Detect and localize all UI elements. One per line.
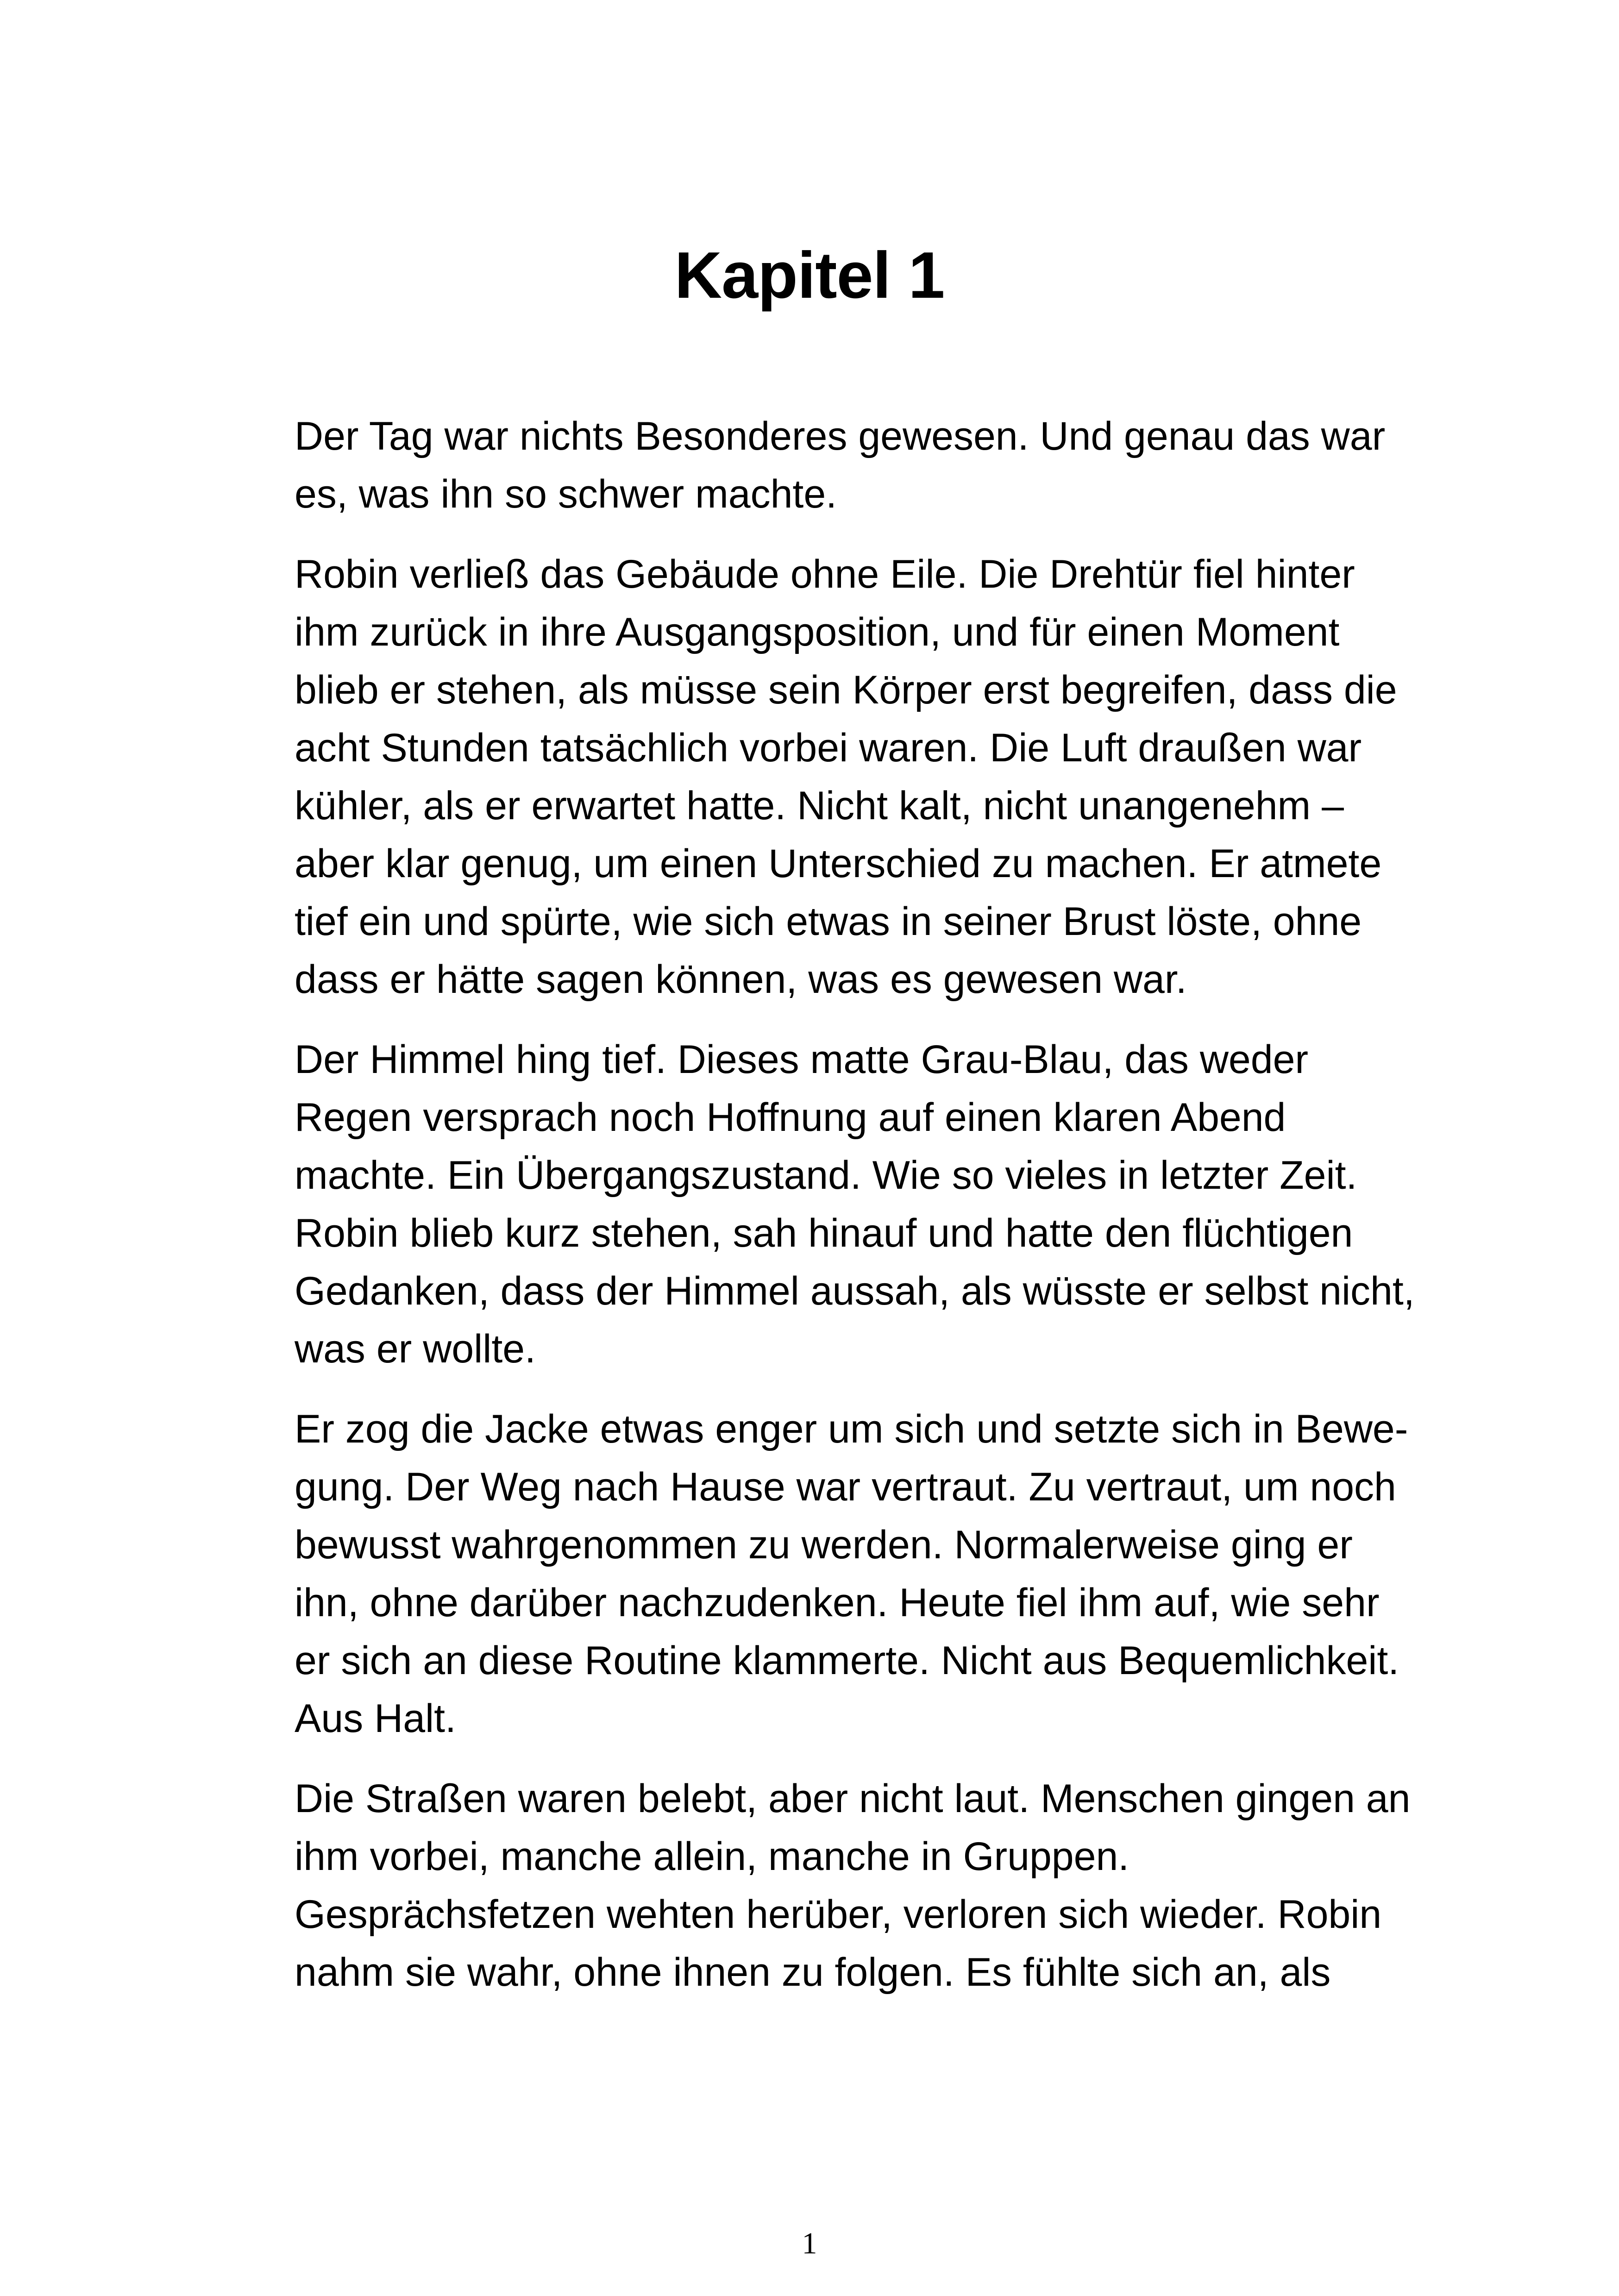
chapter-body [295,408,1452,2024]
paragraph-line: Die Straßen waren belebt, aber nicht laut. Menschen gingen an [295,1776,1411,1821]
paragraph-line: bewusst wahrgenommen zu werden. Normalerweise ging er [295,1523,1353,1567]
paragraph-line: er sich an diese Routine klammerte. Nicht aus Bequemlichkeit. [295,1638,1399,1683]
page-number: 1 [802,2227,817,2260]
paragraph-line: kühler, als er erwartet hatte. Nicht kalt, nicht unangenehm – [295,784,1344,828]
paragraph-line: nahm sie wahr, ohne ihnen zu folgen. Es fühlte sich an, als [295,1950,1331,1995]
paragraph-line: ihm zurück in ihre Ausgangsposition, und für einen Moment [295,610,1340,654]
paragraph-line: Gesprächsfetzen wehten herüber, verloren sich wieder. Robin [295,1892,1382,1937]
paragraph-line: Gedanken, dass der Himmel aussah, als wüsste er selbst nicht, [295,1269,1415,1313]
paragraph [295,546,1452,1009]
paragraph-line: ihn, ohne darüber nachzudenken. Heute fiel ihm auf, wie sehr [295,1581,1380,1625]
paragraph [295,408,1452,523]
paragraph-line: aber klar genug, um einen Unterschied zu machen. Er atmete [295,841,1382,886]
paragraph [295,1031,1452,1378]
paragraph [295,1770,1452,2001]
paragraph-line: Der Tag war nichts Besonderes gewesen. Und genau das war [295,414,1386,458]
paragraph-line: dass er hätte sagen können, was es gewesen war. [295,957,1187,1002]
paragraph-line: ihm vorbei, manche allein, manche in Gruppen. [295,1834,1130,1879]
paragraph-line: Der Himmel hing tief. Dieses matte Grau-Blau, das weder [295,1037,1309,1082]
paragraph-line: es, was ihn so schwer machte. [295,472,837,516]
paragraph-line: Aus Halt. [295,1696,456,1741]
chapter-title: Kapitel 1 [674,238,945,312]
paragraph-line: machte. Ein Übergangszustand. Wie so vieles in letzter Zeit. [295,1153,1357,1198]
paragraph [295,1400,1452,1748]
paragraph-line: tief ein und spürte, wie sich etwas in seiner Brust löste, ohne [295,899,1362,944]
paragraph-line: Regen versprach noch Hoffnung auf einen klaren Abend [295,1095,1286,1140]
paragraph-line: acht Stunden tatsächlich vorbei waren. Die Luft draußen war [295,726,1362,770]
paragraph-line: gung. Der Weg nach Hause war vertraut. Zu vertraut, um noch [295,1465,1396,1509]
paragraph-line: Robin verließ das Gebäude ohne Eile. Die Drehtür fiel hinter [295,552,1355,596]
paragraph-line: was er wollte. [295,1327,536,1371]
paragraph-line: Er zog die Jacke etwas enger um sich und setzte sich in Bewe- [295,1407,1408,1451]
paragraph-line: blieb er stehen, als müsse sein Körper erst begreifen, dass die [295,668,1397,712]
paragraph-line: Robin blieb kurz stehen, sah hinauf und hatte den flüchtigen [295,1211,1353,1255]
